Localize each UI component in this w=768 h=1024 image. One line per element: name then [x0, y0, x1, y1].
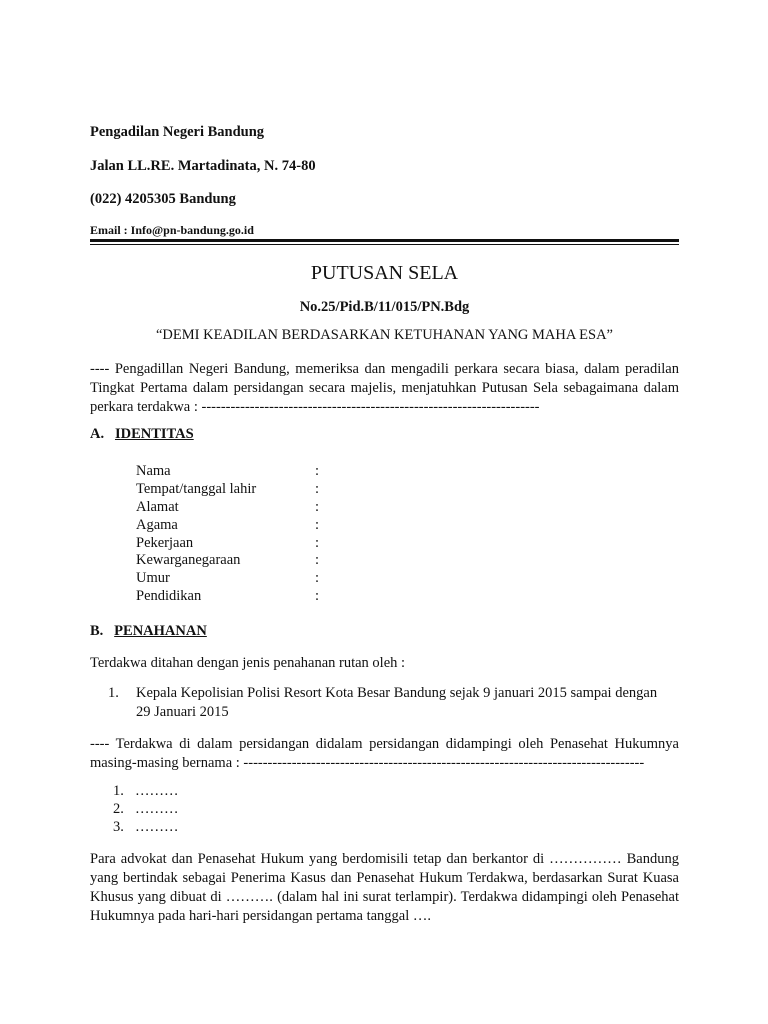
- court-address: Jalan LL.RE. Martadinata, N. 74-80: [90, 158, 316, 174]
- section-a-title: IDENTITAS: [114, 426, 194, 442]
- list-number: 2.: [113, 801, 124, 817]
- detention-text-line2: 29 Januari 2015: [136, 704, 229, 720]
- case-number: No.25/Pid.B/11/015/PN.Bdg: [299, 299, 470, 315]
- identity-colon: :: [315, 570, 320, 587]
- section-b-letter: B.: [90, 623, 104, 639]
- document-motto: “DEMI KEADILAN BERDASARKAN KETUHANAN YANG MAHA ESA”: [156, 327, 613, 343]
- identity-row: [136, 588, 336, 606]
- list-number: 1.: [113, 783, 124, 799]
- court-email: Email : Info@pn-bandung.go.id: [90, 223, 254, 237]
- identity-table: [136, 463, 336, 606]
- identity-row: [136, 499, 336, 517]
- letterhead-rule-thick: [90, 239, 679, 242]
- counsel-paragraph: ---- Terdakwa di dalam persidangan didalam persidangan didampingi oleh Penasehat Hukumnya masing-masing bernama : -----------------------------------------------------------------------------------: [90, 736, 679, 771]
- identity-row: [136, 570, 336, 588]
- detention-list-item: [108, 685, 679, 725]
- list-number: 1.: [108, 685, 119, 701]
- section-a-letter: A.: [90, 426, 105, 442]
- identity-label: Pendidikan: [136, 588, 202, 605]
- court-name: Pengadilan Negeri Bandung: [90, 124, 265, 140]
- identity-colon: :: [315, 463, 320, 479]
- identity-colon: :: [315, 498, 320, 515]
- detention-intro: Terdakwa ditahan dengan jenis penahanan rutan oleh :: [90, 655, 406, 671]
- court-phone: (022) 4205305 Bandung: [90, 191, 236, 207]
- section-b-heading: [90, 623, 207, 640]
- identity-label: Umur: [136, 570, 170, 587]
- closing-paragraph: Para advokat dan Penasehat Hukum yang berdomisili tetap dan berkantor di …………… Bandung yang bertindak sebagai Penerima Kasus dan Penasehat Hukum Terdakwa, berdasarkan Surat Kuasa Khusus yang dibuat di ………. (dalam hal ini surat terlampir). Terdakwa didampingi oleh Penasehat Hukumnya pada hari-hari persidangan pertama tanggal ….: [90, 851, 679, 924]
- identity-row: [136, 552, 336, 570]
- identity-label: Alamat: [136, 498, 179, 515]
- counsel-placeholder: ………: [135, 819, 179, 835]
- identity-colon: :: [315, 516, 320, 533]
- identity-label: Nama: [136, 463, 171, 479]
- counsel-placeholder: ………: [135, 801, 179, 817]
- letterhead-rule-thin: [90, 244, 679, 245]
- identity-colon: :: [315, 588, 320, 605]
- identity-row: [136, 517, 336, 535]
- identity-label: Tempat/tanggal lahir: [136, 480, 257, 497]
- intro-paragraph: ---- Pengadillan Negeri Bandung, memeriksa dan mengadili perkara secara biasa, dalam peradilan Tingkat Pertama dalam persidangan secara majelis, menjatuhkan Putusan Sela sebagaimana dalam perkara terdakwa : ----------------------------------------------------------------------: [90, 361, 679, 415]
- identity-colon: :: [315, 552, 320, 569]
- counsel-placeholder: ………: [135, 783, 179, 799]
- identity-colon: :: [315, 534, 320, 551]
- identity-row: [136, 481, 336, 499]
- identity-row: [136, 535, 336, 553]
- section-b-title: PENAHANAN: [114, 623, 207, 639]
- identity-label: Kewarganegaraan: [136, 552, 241, 569]
- document-title: PUTUSAN SELA: [310, 262, 459, 284]
- identity-label: Agama: [136, 516, 178, 533]
- identity-row: [136, 463, 336, 481]
- identity-colon: :: [315, 480, 320, 497]
- list-number: 3.: [113, 819, 124, 835]
- identity-label: Pekerjaan: [136, 534, 194, 551]
- section-a-heading: [90, 426, 194, 443]
- detention-text-line1: Kepala Kepolisian Polisi Resort Kota Besar Bandung sejak 9 januari 2015 sampai dengan: [136, 685, 658, 701]
